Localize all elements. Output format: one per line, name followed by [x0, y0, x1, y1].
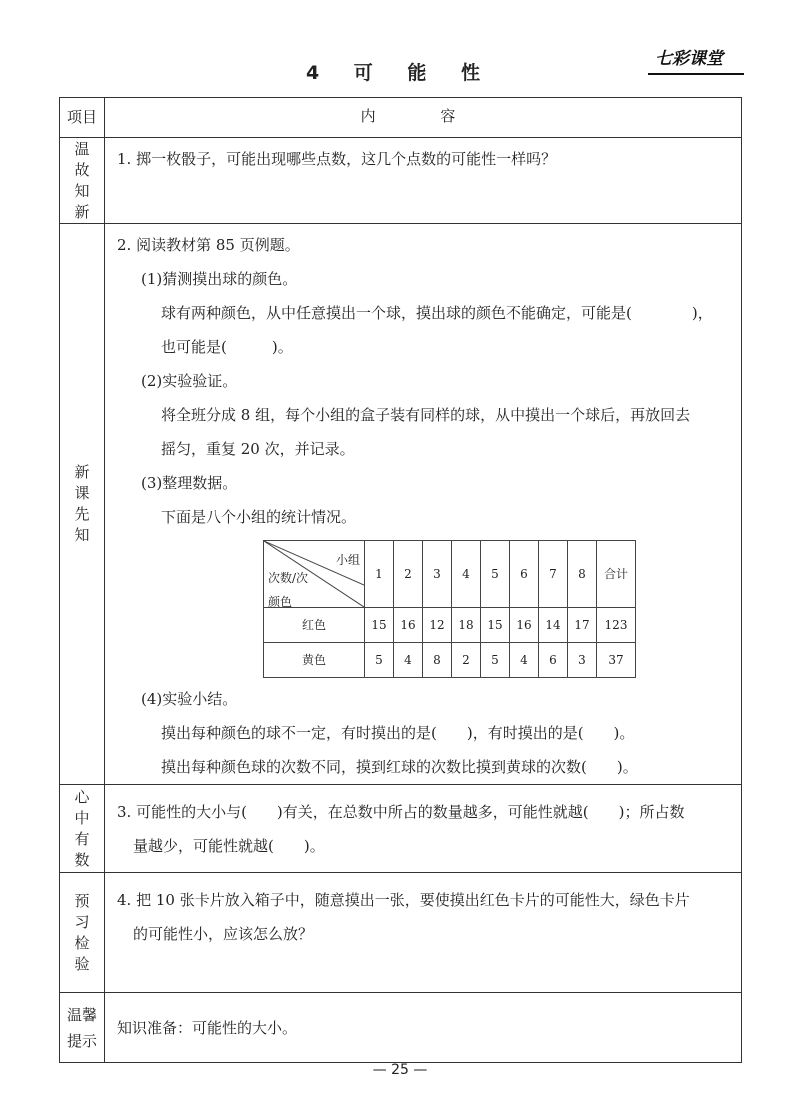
- preview-row: [60, 873, 742, 993]
- stat-cell: 4: [394, 643, 423, 678]
- corner-color-label: 颜色: [268, 595, 293, 609]
- stat-row-yellow: [264, 643, 636, 678]
- stat-group-5: 5: [481, 541, 510, 608]
- question-4-line-b: 的可能性小，应该怎么放？: [133, 925, 314, 943]
- stat-row-red: [264, 608, 636, 643]
- stat-cell: 6: [539, 643, 568, 678]
- logo-underline: [648, 73, 744, 75]
- step-2-line-a: 将全班分成 8 组，每个小组的盒子装有同样的球，从中摸出一个球后，再放回去: [161, 406, 691, 424]
- new-lesson-label-text: 新课先知: [74, 463, 90, 544]
- stat-group-6: 6: [510, 541, 539, 608]
- tip-label-line-b: 提示: [66, 1031, 97, 1050]
- step-3-title: (3)整理数据。: [141, 474, 238, 492]
- preview-label: [60, 873, 105, 993]
- mind-content: [105, 785, 742, 873]
- stat-cell: 4: [510, 643, 539, 678]
- column-item-header: 项目: [60, 98, 105, 138]
- step-4-line-a: 摸出每种颜色的球不一定，有时摸出的是( )，有时摸出的是( )。: [161, 724, 635, 742]
- review-label-text: 温故知新: [74, 139, 90, 221]
- stat-cell: 8: [423, 643, 452, 678]
- tip-text: 知识准备：可能性的大小。: [117, 1018, 298, 1037]
- question-3-line-b: 量越少，可能性就越( )。: [133, 837, 325, 855]
- review-label: [60, 138, 105, 224]
- question-3-line-a: 3. 可能性的大小与( )有关，在总数中所占的数量越多，可能性就越( )；所占数: [117, 803, 685, 821]
- stat-cell: 123: [597, 608, 636, 643]
- stat-cell: 16: [510, 608, 539, 643]
- column-content-header: 内 容: [105, 98, 742, 138]
- mind-label-text: 心中有数: [74, 787, 90, 869]
- stat-cell: 16: [394, 608, 423, 643]
- table-header-row: [60, 98, 742, 138]
- preview-content: [105, 873, 742, 993]
- stat-color-red: 红色: [264, 608, 365, 643]
- stat-color-yellow: 黄色: [264, 643, 365, 678]
- stat-cell: 3: [568, 643, 597, 678]
- stat-group-total: 合计: [597, 541, 636, 608]
- new-lesson-row: [60, 224, 742, 785]
- stat-group-4: 4: [452, 541, 481, 608]
- stat-cell: 12: [423, 608, 452, 643]
- step-4-title: (4)实验小结。: [141, 690, 238, 708]
- stat-header-row: [264, 541, 636, 608]
- tip-label-line-a: 温馨: [66, 1005, 97, 1024]
- stat-group-2: 2: [394, 541, 423, 608]
- step-2-line-b: 摇匀，重复 20 次，并记录。: [161, 440, 355, 458]
- new-lesson-label: [60, 224, 105, 785]
- stat-group-3: 3: [423, 541, 452, 608]
- new-lesson-content: [105, 224, 742, 785]
- step-1-title: (1)猜测摸出球的颜色。: [141, 270, 298, 288]
- stat-group-7: 7: [539, 541, 568, 608]
- stat-group-1: 1: [365, 541, 394, 608]
- review-content: [105, 138, 742, 224]
- stat-cell: 5: [481, 643, 510, 678]
- step-1-line-a: 球有两种颜色，从中任意摸出一个球，摸出球的颜色不能确定，可能是( )，: [161, 304, 713, 322]
- step-2-title: (2)实验验证。: [141, 372, 238, 390]
- stat-group-8: 8: [568, 541, 597, 608]
- worksheet-table: [59, 97, 742, 1063]
- stat-corner-cell: [264, 541, 365, 608]
- question-2: 2. 阅读教材第 85 页例题。: [117, 236, 300, 254]
- tip-label: [60, 993, 105, 1063]
- stat-cell: 18: [452, 608, 481, 643]
- stat-cell: 15: [481, 608, 510, 643]
- corner-count-label: 次数/次: [268, 571, 309, 585]
- stat-cell: 5: [365, 643, 394, 678]
- page-number: — 25 —: [372, 1062, 428, 1078]
- mind-row: [60, 785, 742, 873]
- stat-cell: 17: [568, 608, 597, 643]
- question-4-line-a: 4. 把 10 张卡片放入箱子中，随意摸出一张，要使摸出红色卡片的可能性大，绿色卡片: [117, 891, 690, 909]
- brand-logo-text: 七彩课堂: [655, 49, 723, 69]
- mind-label: [60, 785, 105, 873]
- brand-logo: [655, 44, 723, 69]
- step-3-line-a: 下面是八个小组的统计情况。: [161, 508, 357, 526]
- preview-label-text: 预习检验: [74, 891, 90, 973]
- page-title: 4 可 能 性: [305, 62, 495, 84]
- tip-row: [60, 993, 742, 1063]
- tip-content: [105, 993, 742, 1063]
- stat-cell: 14: [539, 608, 568, 643]
- stat-cell: 2: [452, 643, 481, 678]
- stat-cell: 37: [597, 643, 636, 678]
- corner-group-label: 小组: [335, 553, 360, 567]
- question-1: 1. 掷一枚骰子，可能出现哪些点数，这几个点数的可能性一样吗？: [117, 150, 557, 168]
- step-4-line-b: 摸出每种颜色球的次数不同，摸到红球的次数比摸到黄球的次数( )。: [161, 758, 638, 776]
- stat-cell: 15: [365, 608, 394, 643]
- step-1-line-b: 也可能是( )。: [161, 338, 293, 356]
- review-row: [60, 138, 742, 224]
- statistics-table: [263, 540, 636, 678]
